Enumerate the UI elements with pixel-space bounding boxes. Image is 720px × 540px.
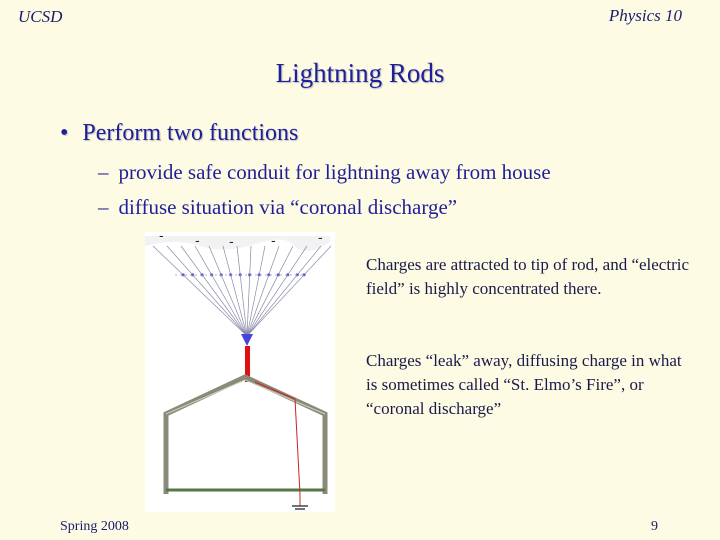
cloud-charge-5: -	[318, 232, 323, 246]
page-number: 9	[651, 519, 658, 534]
slide-title: Lightning Rods	[275, 58, 445, 88]
header-subject-label: Physics 10	[608, 6, 682, 25]
footer-date: Spring 2008	[60, 519, 129, 534]
cloud-charge-2: -	[195, 234, 200, 249]
lightning-rod-diagram	[145, 232, 335, 512]
sub-bullet-text: provide safe conduit for lightning away from house	[118, 160, 551, 184]
rod-tip-note: Charges are attracted to tip of rod, and “electric field” is highly concentrated there.	[366, 255, 690, 298]
field-arrow	[267, 273, 270, 276]
bullet-item	[60, 120, 298, 147]
dash-marker: –	[98, 195, 109, 219]
lightning-rod-figure	[145, 232, 335, 512]
bullet-text: Perform two functions	[82, 120, 299, 146]
dash-marker: –	[98, 160, 109, 184]
bullet-marker: •	[60, 120, 69, 146]
cloud-charge-3: -	[229, 235, 234, 250]
sub-bullet-item	[98, 160, 551, 185]
sub-bullet-text: diffuse situation via “coronal discharge”	[118, 195, 458, 219]
field-arrow	[277, 273, 280, 276]
coronal-discharge-note: Charges “leak” away, diffusing charge in what is sometimes called “St. Elmo’s Fire”, or “coronal discharge”	[366, 351, 682, 418]
header-course-label: UCSD	[18, 7, 63, 26]
field-arrow	[303, 273, 306, 276]
cloud-charge-4: -	[271, 234, 276, 249]
sub-bullet-item	[98, 195, 457, 220]
slide-title-container	[0, 58, 720, 89]
cloud-charge-1: -	[159, 232, 164, 244]
